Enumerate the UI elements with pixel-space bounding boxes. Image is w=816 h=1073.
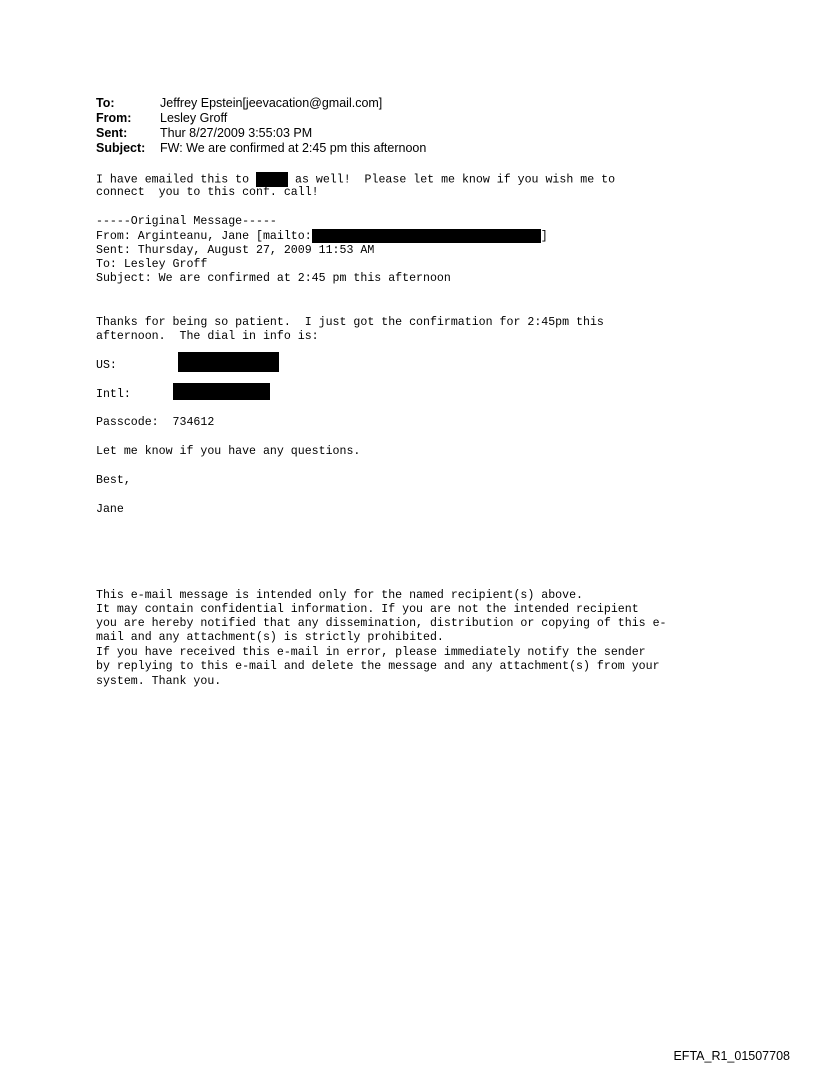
subject-row (96, 141, 426, 156)
original-from-line (96, 229, 548, 244)
sent-label: Sent: (96, 126, 128, 140)
original-from-close: ] (540, 230, 548, 244)
redaction-box (173, 383, 270, 400)
to-row (96, 96, 426, 111)
sent-row (96, 126, 426, 141)
sent-value: Thur 8/27/2009 3:55:03 PM (160, 126, 313, 140)
subject-value: FW: We are confirmed at 2:45 pm this afternoon (160, 141, 427, 155)
disclaimer-line: system. Thank you. (96, 675, 222, 688)
intro-text-a: I have emailed this to (96, 173, 257, 187)
from-label: From: (96, 111, 132, 125)
disclaimer-line: mail and any attachment(s) is strictly prohibited. (96, 631, 444, 644)
disclaimer-line: you are hereby notified that any dissemination, distribution or copying of this e- (96, 617, 667, 630)
to-value: Jeffrey Epstein[jeevacation@gmail.com] (160, 96, 383, 110)
document-id: EFTA_R1_01507708 (673, 1049, 790, 1063)
disclaimer-line: If you have received this e-mail in error, please immediately notify the sender (96, 646, 646, 659)
from-value: Lesley Groff (160, 111, 228, 125)
email-header (96, 96, 426, 156)
passcode-line: Passcode: 734612 (96, 416, 215, 429)
disclaimer-line: It may contain confidential information. If you are not the intended recipient (96, 603, 639, 616)
original-subject-line: Subject: We are confirmed at 2:45 pm this afternoon (96, 272, 451, 285)
intro-line-2: connect you to this conf. call! (96, 186, 319, 199)
redaction-box (312, 229, 541, 243)
to-label: To: (96, 96, 115, 110)
signature-line: Jane (96, 503, 124, 516)
intro-text-b: as well! Please let me know if you wish me to (288, 173, 616, 187)
closing-line: Best, (96, 474, 131, 487)
intl-dial-label: Intl: (96, 388, 131, 401)
redaction-box (178, 352, 279, 372)
disclaimer-line: by replying to this e-mail and delete the message and any attachment(s) from your (96, 660, 660, 673)
redaction-box (256, 172, 288, 187)
thanks-line-1: Thanks for being so patient. I just got the confirmation for 2:45pm this (96, 316, 604, 329)
original-to-line: To: Lesley Groff (96, 258, 208, 271)
us-dial-label: US: (96, 359, 117, 372)
original-sent-line: Sent: Thursday, August 27, 2009 11:53 AM (96, 244, 375, 257)
original-from-text: From: Arginteanu, Jane [mailto: (96, 230, 312, 244)
subject-label: Subject: (96, 141, 146, 155)
original-message-marker: -----Original Message----- (96, 215, 277, 228)
from-row (96, 111, 426, 126)
disclaimer-line: This e-mail message is intended only for the named recipient(s) above. (96, 589, 584, 602)
questions-line: Let me know if you have any questions. (96, 445, 361, 458)
thanks-line-2: afternoon. The dial in info is: (96, 330, 319, 343)
